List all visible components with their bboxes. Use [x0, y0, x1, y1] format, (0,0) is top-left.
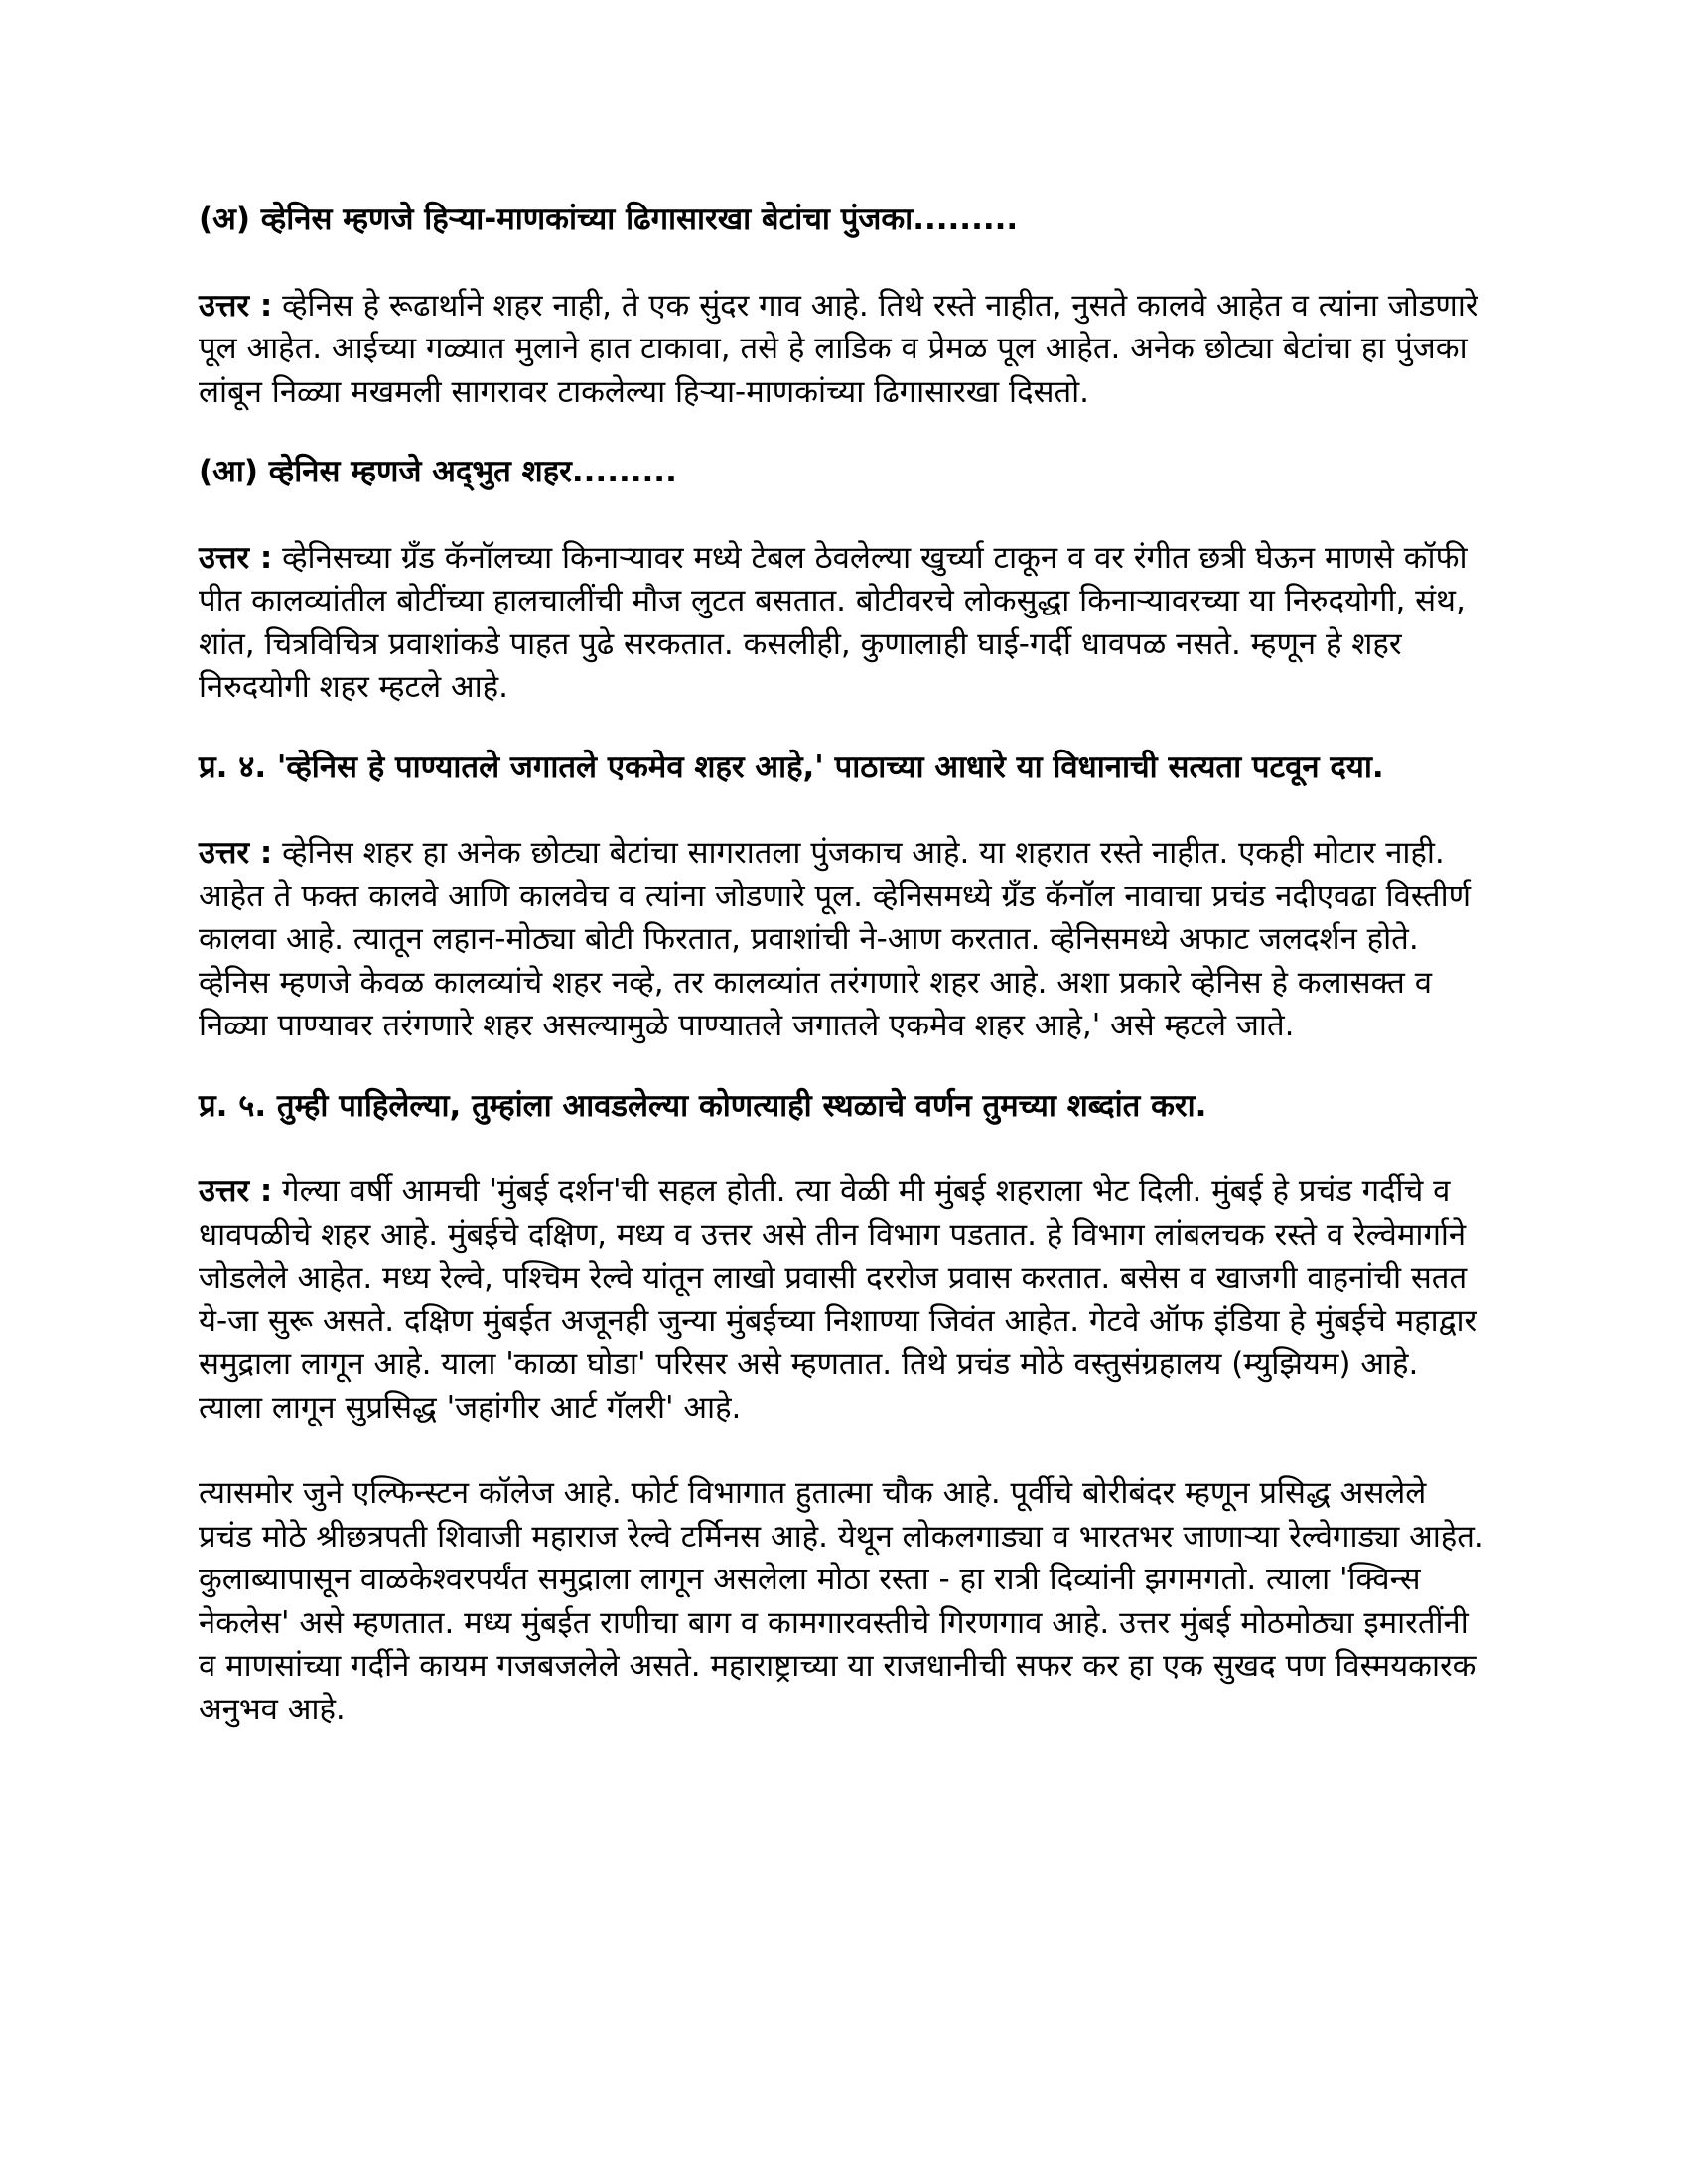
question-5-heading: प्र. ५. तुम्ही पाहिलेल्या, तुम्हांला आवडलेल्या कोणत्याही स्थळाचे वर्णन तुमच्या शब्दांत करा.: [199, 1087, 1207, 1124]
document-page: [199, 199, 1489, 1731]
answer-label: उत्तर :: [199, 287, 273, 324]
answer-label: उत्तर :: [199, 1173, 273, 1209]
question-5-answer-continuation: त्यासमोर जुने एल्फिन्स्टन कॉलेज आहे. फोर्ट विभागात हुतात्मा चौक आहे. पूर्वीचे बोरीबंदर म्हणून प्रसिद्ध असलेले प्रचंड मोठे श्रीछत्रपती शिवाजी महाराज रेल्वे टर्मिनस आहे. येथून लोकलगाड्या व भारतभर जाणाऱ्या रेल्वेगाड्या आहेत. कुलाब्यापासून वाळकेश्वरपर्यंत समुद्राला लागून असलेला मोठा रस्ता - हा रात्री दिव्यांनी झगमगतो. त्याला 'क्विन्स नेकलेस' असे म्हणतात. मध्य मुंबईत राणीचा बाग व कामगारवस्तीचे गिरणगाव आहे. उत्तर मुंबई मोठमोठ्या इमारतींनी व माणसांच्या गर्दीने कायम गजबजलेले असते. महाराष्ट्राच्या या राजधानीची सफर कर हा एक सुखद पण विस्मयकारक अनुभव आहे.: [199, 1475, 1484, 1727]
section-aa-heading: (आ) व्हेनिस म्हणजे अद्‌भुत शहर.........: [199, 454, 677, 489]
section-a-heading: (अ) व्हेनिस म्हणजे हिऱ्या-माणकांच्या ढिगासारखा बेटांचा पुंजका.........: [199, 202, 1019, 237]
question-4-answer: [199, 832, 1489, 1048]
answer-text: गेल्या वर्षी आमची 'मुंबई दर्शन'ची सहल होती. त्या वेळी मी मुंबई शहराला भेट दिली. मुंबई हे प्रचंड गर्दीचे व धावपळीचे शहर आहे. मुंबईचे दक्षिण, मध्य व उत्तर असे तीन विभाग पडतात. हे विभाग लांबलचक रस्ते व रेल्वेमार्गाने जोडलेले आहेत. मध्य रेल्वे, पश्चिम रेल्वे यांतून लाखो प्रवासी दररोज प्रवास करतात. बसेस व खाजगी वाहनांची सतत ये-जा सुरू असते. दक्षिण मुंबईत अजूनही जुन्या मुंबईच्या निशाण्या जिवंत आहेत. गेटवे ऑफ इंडिया हे मुंबईचे महाद्वार समुद्राला लागून आहे. याला 'काळा घोडा' परिसर असे म्हणतात. तिथे प्रचंड मोठे वस्तुसंग्रहालय (म्युझियम) आहे. त्याला लागून सुप्रसिद्ध 'जहांगीर आर्ट गॅलरी' आहे.: [199, 1173, 1477, 1426]
answer-text: व्हेनिस हे रूढार्थाने शहर नाही, ते एक सुंदर गाव आहे. तिथे रस्ते नाहीत, नुसते कालवे आहेत व त्यांना जोडणारे पूल आहेत. आईच्या गळ्यात मुलाने हात टाकावा, तसे हे लाडिक व प्रेमळ पूल आहेत. अनेक छोट्या बेटांचा हा पुंजका लांबून निळ्या मखमली सागरावर टाकलेल्या हिऱ्या-माणकांच्या ढिगासारखा दिसतो.: [199, 287, 1478, 410]
section-aa-answer: [199, 537, 1489, 710]
answer-label: उत्तर :: [199, 539, 273, 576]
answer-text: व्हेनिस शहर हा अनेक छोट्या बेटांचा सागरातला पुंजकाच आहे. या शहरात रस्ते नाहीत. एकही मोटार नाही. आहेत ते फक्त कालवे आणि कालवेच व त्यांना जोडणारे पूल. व्हेनिसमध्ये ग्रँड कॅनॉल नावाचा प्रचंड नदीएवढा विस्तीर्ण कालवा आहे. त्यातून लहान-मोठ्या बोटी फिरतात, प्रवाशांची ने-आण करतात. व्हेनिसमध्ये अफाट जलदर्शन होते. व्हेनिस म्हणजे केवळ कालव्यांचे शहर नव्हे, तर कालव्यांत तरंगणारे शहर आहे. अशा प्रकारे व्हेनिस हे कलासक्त व निळ्या पाण्यावर तरंगणारे शहर असल्यामुळे पाण्यातले जगातले एकमेव शहर आहे,' असे म्हटले जाते.: [199, 835, 1472, 1043]
answer-label: उत्तर :: [199, 835, 273, 871]
question-4-heading: प्र. ४. 'व्हेनिस हे पाण्यातले जगातले एकमेव शहर आहे,' पाठाच्या आधारे या विधानाची सत्यता पटवून दया.: [199, 749, 1384, 785]
answer-text: व्हेनिसच्या ग्रँड कॅनॉलच्या किनाऱ्यावर मध्ये टेबल ठेवलेल्या खुर्च्या टाकून व वर रंगीत छत्री घेऊन माणसे कॉफी पीत कालव्यांतील बोटींच्या हालचालींची मौज लुटत बसतात. बोटीवरचे लोकसुद्धा किनाऱ्यावरच्या या निरुदयोगी, संथ, शांत, चित्रविचित्र प्रवाशांकडे पाहत पुढे सरकतात. कसलीही, कुणालाही घाई-गर्दी धावपळ नसते. म्हणून हे शहर निरुदयोगी शहर म्हटले आहे.: [199, 539, 1468, 705]
question-5-answer: [199, 1170, 1489, 1430]
section-a-answer: [199, 285, 1489, 415]
